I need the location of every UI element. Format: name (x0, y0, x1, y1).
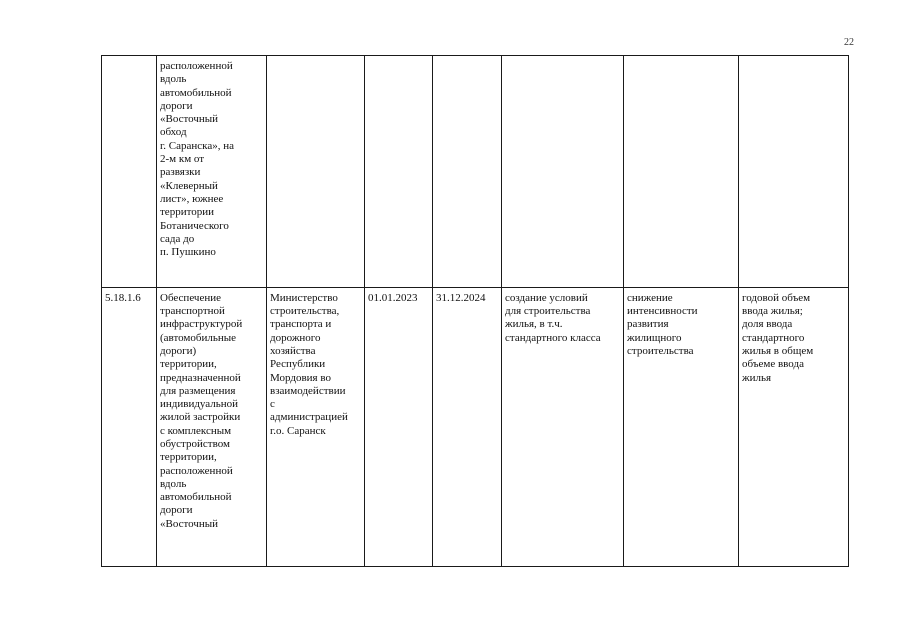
measure-name-cell: Обеспечение транспортной инфраструктурой (автомобильные дороги) территории, предназначенной для размещения индивидуальной жилой застройки с комплексным обустройством территории, расположенной вдоль автомобильной дороги «Восточный (157, 287, 267, 566)
measure-name-cell: расположенной вдоль автомобильной дороги «Восточный обход г. Саранска», на 2-м км от развязки «Клеверный лист», южнее территории Ботанического сада до п. Пушкино (157, 56, 267, 288)
measure-code-cell: 5.18.1.6 (102, 287, 157, 566)
start-date-cell (365, 56, 433, 288)
executor-cell (267, 56, 365, 288)
measures-table (101, 55, 849, 567)
risk-cell (624, 56, 739, 288)
start-date-cell: 01.01.2023 (365, 287, 433, 566)
end-date-cell (433, 56, 502, 288)
risk-cell: снижение интенсивности развития жилищного строительства (624, 287, 739, 566)
indicator-cell (739, 56, 849, 288)
page-number: 22 (844, 37, 854, 48)
expected-result-cell (502, 56, 624, 288)
indicator-cell: годовой объем ввода жилья; доля ввода стандартного жилья в общем объеме ввода жилья (739, 287, 849, 566)
expected-result-cell: создание условий для строительства жилья, в т.ч. стандартного класса (502, 287, 624, 566)
executor-cell: Министерство строительства, транспорта и дорожного хозяйства Республики Мордовия во взаимодействии с администрацией г.о. Саранск (267, 287, 365, 566)
measure-code-cell (102, 56, 157, 288)
table-row (102, 287, 849, 566)
table-row (102, 56, 849, 288)
end-date-cell: 31.12.2024 (433, 287, 502, 566)
